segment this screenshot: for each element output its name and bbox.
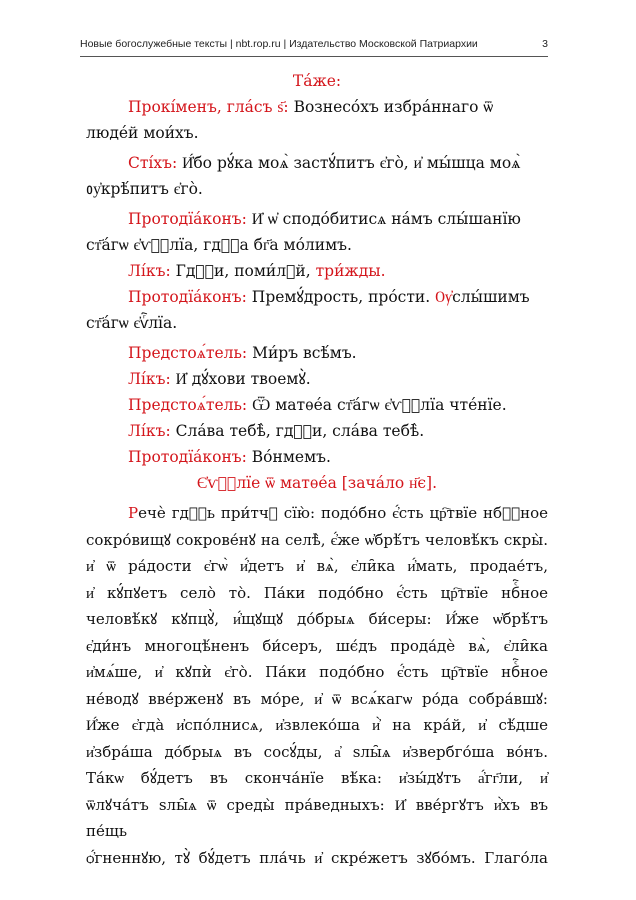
predstoyatel-peace-text: Ми́ръ всѣ́мъ. (252, 344, 357, 362)
gospel-title: Є҆ѵⷢ҇лїе ѿ матѳе́а [зача́ло н҃є]. (196, 474, 438, 492)
protodiakon-petition-text: И҆ ѡ҆ сподо́битисѧ на́мъ слы́шанїю ст҃а́гѡ є҆ѵⷢ҇лїа, гдⷭ҇а бг҃а мо́лимъ. (86, 210, 521, 254)
lik-response-text: Гдⷭ҇и, поми́лꙋй, (175, 262, 311, 280)
reading-line: и҆збра́ша до́брыѧ въ сосꙋ́ды, а҆ ѕлы̑ѧ и҆звербго́ша во́нъ. (86, 742, 548, 761)
lik-response-1 (86, 258, 548, 284)
reading-line: и҆ ѿ ра́дости є҆гѡ̀ и҆́детъ и҆ вѧ̀, є҆ли̑ка и҆́мать, продае́тъ, (86, 557, 548, 575)
reading-line-1 (86, 500, 548, 527)
protodiakon-label: Протодїа́конъ: (128, 210, 247, 228)
reading-line: ѻ҆́гненнꙋю, тꙋ̀ бꙋ́детъ пла́чь и҆ скре́жетъ зꙋбо́мъ. Глаго́ла (86, 848, 548, 867)
prokimen-text: Вознесо́хъ избра́ннаго ѿ люде́й мои́хъ. (86, 98, 494, 142)
header-source-line: Новые богослужебные тексты | nbt.rop.ru | Издательство Московской Патриархии (80, 38, 478, 50)
protodiakon-label: Протодїа́конъ: (128, 448, 247, 466)
predstoyatel-reading (86, 392, 548, 418)
liturgical-text (86, 68, 548, 871)
page-number: 3 (542, 38, 548, 50)
predstoyatel-peace (86, 340, 548, 366)
stikh-label: Сті́хъ: (128, 154, 178, 172)
protodiakon-wisdom-text-2: слы́шимъ ст҃а́гѡ є҆ѵⷢ҇лїа. (86, 288, 530, 332)
page-header (80, 36, 548, 57)
protodiakon-attend-text: Во́нмемъ. (251, 448, 331, 466)
lik-label: Лі́къ: (128, 262, 171, 280)
reading-line: и҆ кꙋ́пꙋетъ село̀ то̀. Па́ки подо́бно є҆́сть цр҇твїе нбⷭ҇ное (86, 583, 548, 602)
lik-label: Лі́къ: (128, 370, 171, 388)
reading-line: не́водꙋ вве́рженꙋ въ мо́ре, и҆ ѿ всѧ́кагѡ ро́да собра́вшꙋ: (86, 689, 548, 708)
reading-line: человѣ́кꙋ кꙋпцꙋ̀, и҆́щꙋщꙋ до́брыѧ би́серы: И҆́же ѡ҆брѣ́тъ (86, 610, 548, 628)
lik-response-thrice: три́жды. (315, 262, 386, 280)
reading-line-1-text: ечѐ гдⷭ҇ь при́тчꙋ сїю̀: подо́бно є҆́сть цр҇твїе нбⷭ҇ное (138, 504, 548, 522)
initial-letter: Ѹ҆ (435, 288, 453, 306)
reading-line: є҆ди́нъ многоцѣ́ненъ би́серъ, шє́дъ прода́дѐ вѧ̀, є҆ли̑ка (86, 636, 548, 655)
lik-response-3 (86, 418, 548, 444)
stikh (86, 150, 548, 202)
protodiakon-wisdom-text: Премꙋ́дрость, про́сти. (251, 288, 431, 306)
reading-line: И҆́же є҆гда̀ и҆спо́лнисѧ, и҆звлеко́ша и҆̀ на кра́й, и҆ сѣ́дше (86, 716, 548, 734)
predstoyatel-reading-text: Ѿ матѳе́а ст҃а́гѡ є҆ѵⷢ҇лїа чте́нїе. (252, 396, 507, 414)
reading-line: Та́кѡ бꙋ́детъ въ сконча́нїе вѣ́ка: и҆зы́дꙋтъ а҆́гг҃ли, и҆ (86, 769, 548, 787)
protodiakon-label: Протодїа́конъ: (128, 288, 247, 306)
lik-label: Лі́къ: (128, 422, 171, 440)
lik-response-2 (86, 366, 548, 392)
rubric-taje: Та́же: (292, 72, 342, 90)
protodiakon-petition (86, 206, 548, 258)
initial-letter: Р (128, 504, 139, 522)
gospel-reading (86, 500, 548, 871)
lik-response-text: Сла́ва тебѣ̀, гдⷭ҇и, сла́ва тебѣ̀. (175, 422, 425, 440)
protodiakon-attend (86, 444, 548, 470)
prokimen-label: Прокі́менъ, гла́съ ѕ҃: (128, 98, 289, 116)
predstoyatel-label: Предстоѧ́тель: (128, 396, 248, 414)
lik-response-text: И҆ дꙋ́хови твоемꙋ̀. (175, 370, 311, 388)
stikh-text: И҆́бо рꙋ́ка моѧ̀ застꙋ́питъ є҆го̀, и҆ мы́шца моѧ̀ ᲂу҆крѣ́питъ є҆го̀. (86, 154, 521, 198)
predstoyatel-label: Предстоѧ́тель: (128, 344, 248, 362)
protodiakon-wisdom (86, 284, 548, 336)
reading-line: сокро́вищꙋ сокрове́нꙋ на селѣ̀, є҆́же ѡ҆брѣ́тъ человѣ́къ скры̀. (86, 530, 548, 549)
reading-line: и҆мѧ́ше, и҆ кꙋпѝ є҆го̀. Па́ки подо́бно є҆́сть цр҇твїе нбⷭ҇ное (86, 663, 548, 681)
reading-line: ѿлꙋча́тъ ѕлы̑ѧ ѿ среды̀ пра́ведныхъ: И҆ вве́ргꙋтъ и҆̀хъ въ пе́щь (86, 795, 548, 840)
prokimen (86, 94, 548, 146)
